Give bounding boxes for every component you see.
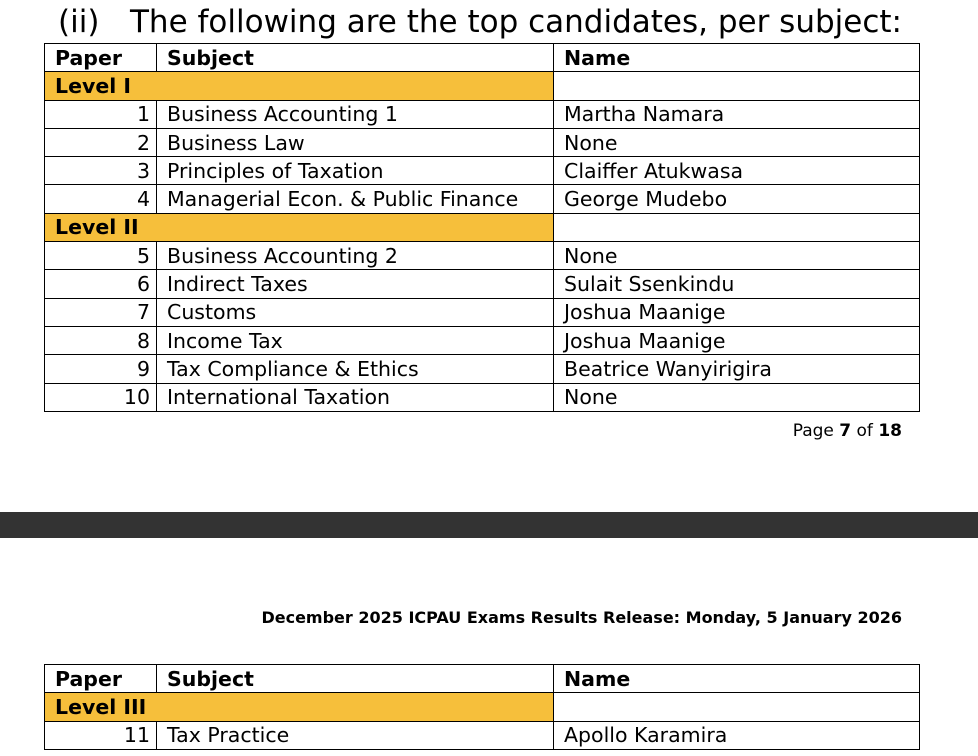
subject-cell: International Taxation [157,383,554,411]
table-row [45,185,920,213]
subject-cell: Principles of Taxation [157,157,554,185]
page-total: 18 [878,421,902,441]
paper-number: 11 [45,721,157,749]
section-number: (ii) [58,4,100,40]
section-heading [58,2,902,42]
paper-number: 3 [45,157,157,185]
name-cell: None [554,128,920,156]
subject-cell: Tax Compliance & Ethics [157,355,554,383]
table-row [45,242,920,270]
table-row [45,721,920,749]
table-row [45,355,920,383]
level-label: Level III [45,693,554,721]
table-header-row [45,44,920,72]
page-number [793,421,902,441]
paper-number: 5 [45,242,157,270]
section-heading-text: The following are the top candidates, per subject: [130,4,902,40]
subject-cell: Business Accounting 2 [157,242,554,270]
name-cell: Apollo Karamira [554,721,920,749]
subject-cell: Income Tax [157,326,554,354]
name-cell: Joshua Maanige [554,298,920,326]
table-row [45,383,920,411]
release-header: December 2025 ICPAU Exams Results Release: Monday, 5 January 2026 [261,608,902,627]
header-subject: Subject [157,44,554,72]
paper-number: 10 [45,383,157,411]
paper-number: 6 [45,270,157,298]
level-label: Level II [45,213,554,241]
level-empty-cell [554,72,920,100]
page-current: 7 [839,421,852,441]
name-cell: None [554,242,920,270]
top-candidates-table-continued [44,664,920,750]
page-prefix: Page [792,421,834,441]
table-row [45,100,920,128]
name-cell: George Mudebo [554,185,920,213]
name-cell: Joshua Maanige [554,326,920,354]
table-row [45,128,920,156]
name-cell: Martha Namara [554,100,920,128]
paper-number: 8 [45,326,157,354]
page-separator [0,512,978,538]
header-subject: Subject [157,665,554,693]
name-cell: Sulait Ssenkindu [554,270,920,298]
level-empty-cell [554,213,920,241]
subject-cell: Business Law [157,128,554,156]
name-cell: Claiffer Atukwasa [554,157,920,185]
top-candidates-table [44,43,920,412]
paper-number: 2 [45,128,157,156]
table-header-row [45,665,920,693]
name-cell: Beatrice Wanyirigira [554,355,920,383]
paper-number: 9 [45,355,157,383]
table-row [45,326,920,354]
paper-number: 1 [45,100,157,128]
subject-cell: Tax Practice [157,721,554,749]
header-name: Name [554,665,920,693]
level-row [45,72,920,100]
table-row [45,270,920,298]
name-cell: None [554,383,920,411]
page-of: of [856,421,873,441]
level-row [45,693,920,721]
subject-cell: Customs [157,298,554,326]
header-name: Name [554,44,920,72]
level-empty-cell [554,693,920,721]
level-label: Level I [45,72,554,100]
table-row [45,298,920,326]
level-row [45,213,920,241]
paper-number: 4 [45,185,157,213]
table-row [45,157,920,185]
subject-cell: Managerial Econ. & Public Finance [157,185,554,213]
subject-cell: Business Accounting 1 [157,100,554,128]
header-paper: Paper [45,44,157,72]
subject-cell: Indirect Taxes [157,270,554,298]
paper-number: 7 [45,298,157,326]
header-paper: Paper [45,665,157,693]
